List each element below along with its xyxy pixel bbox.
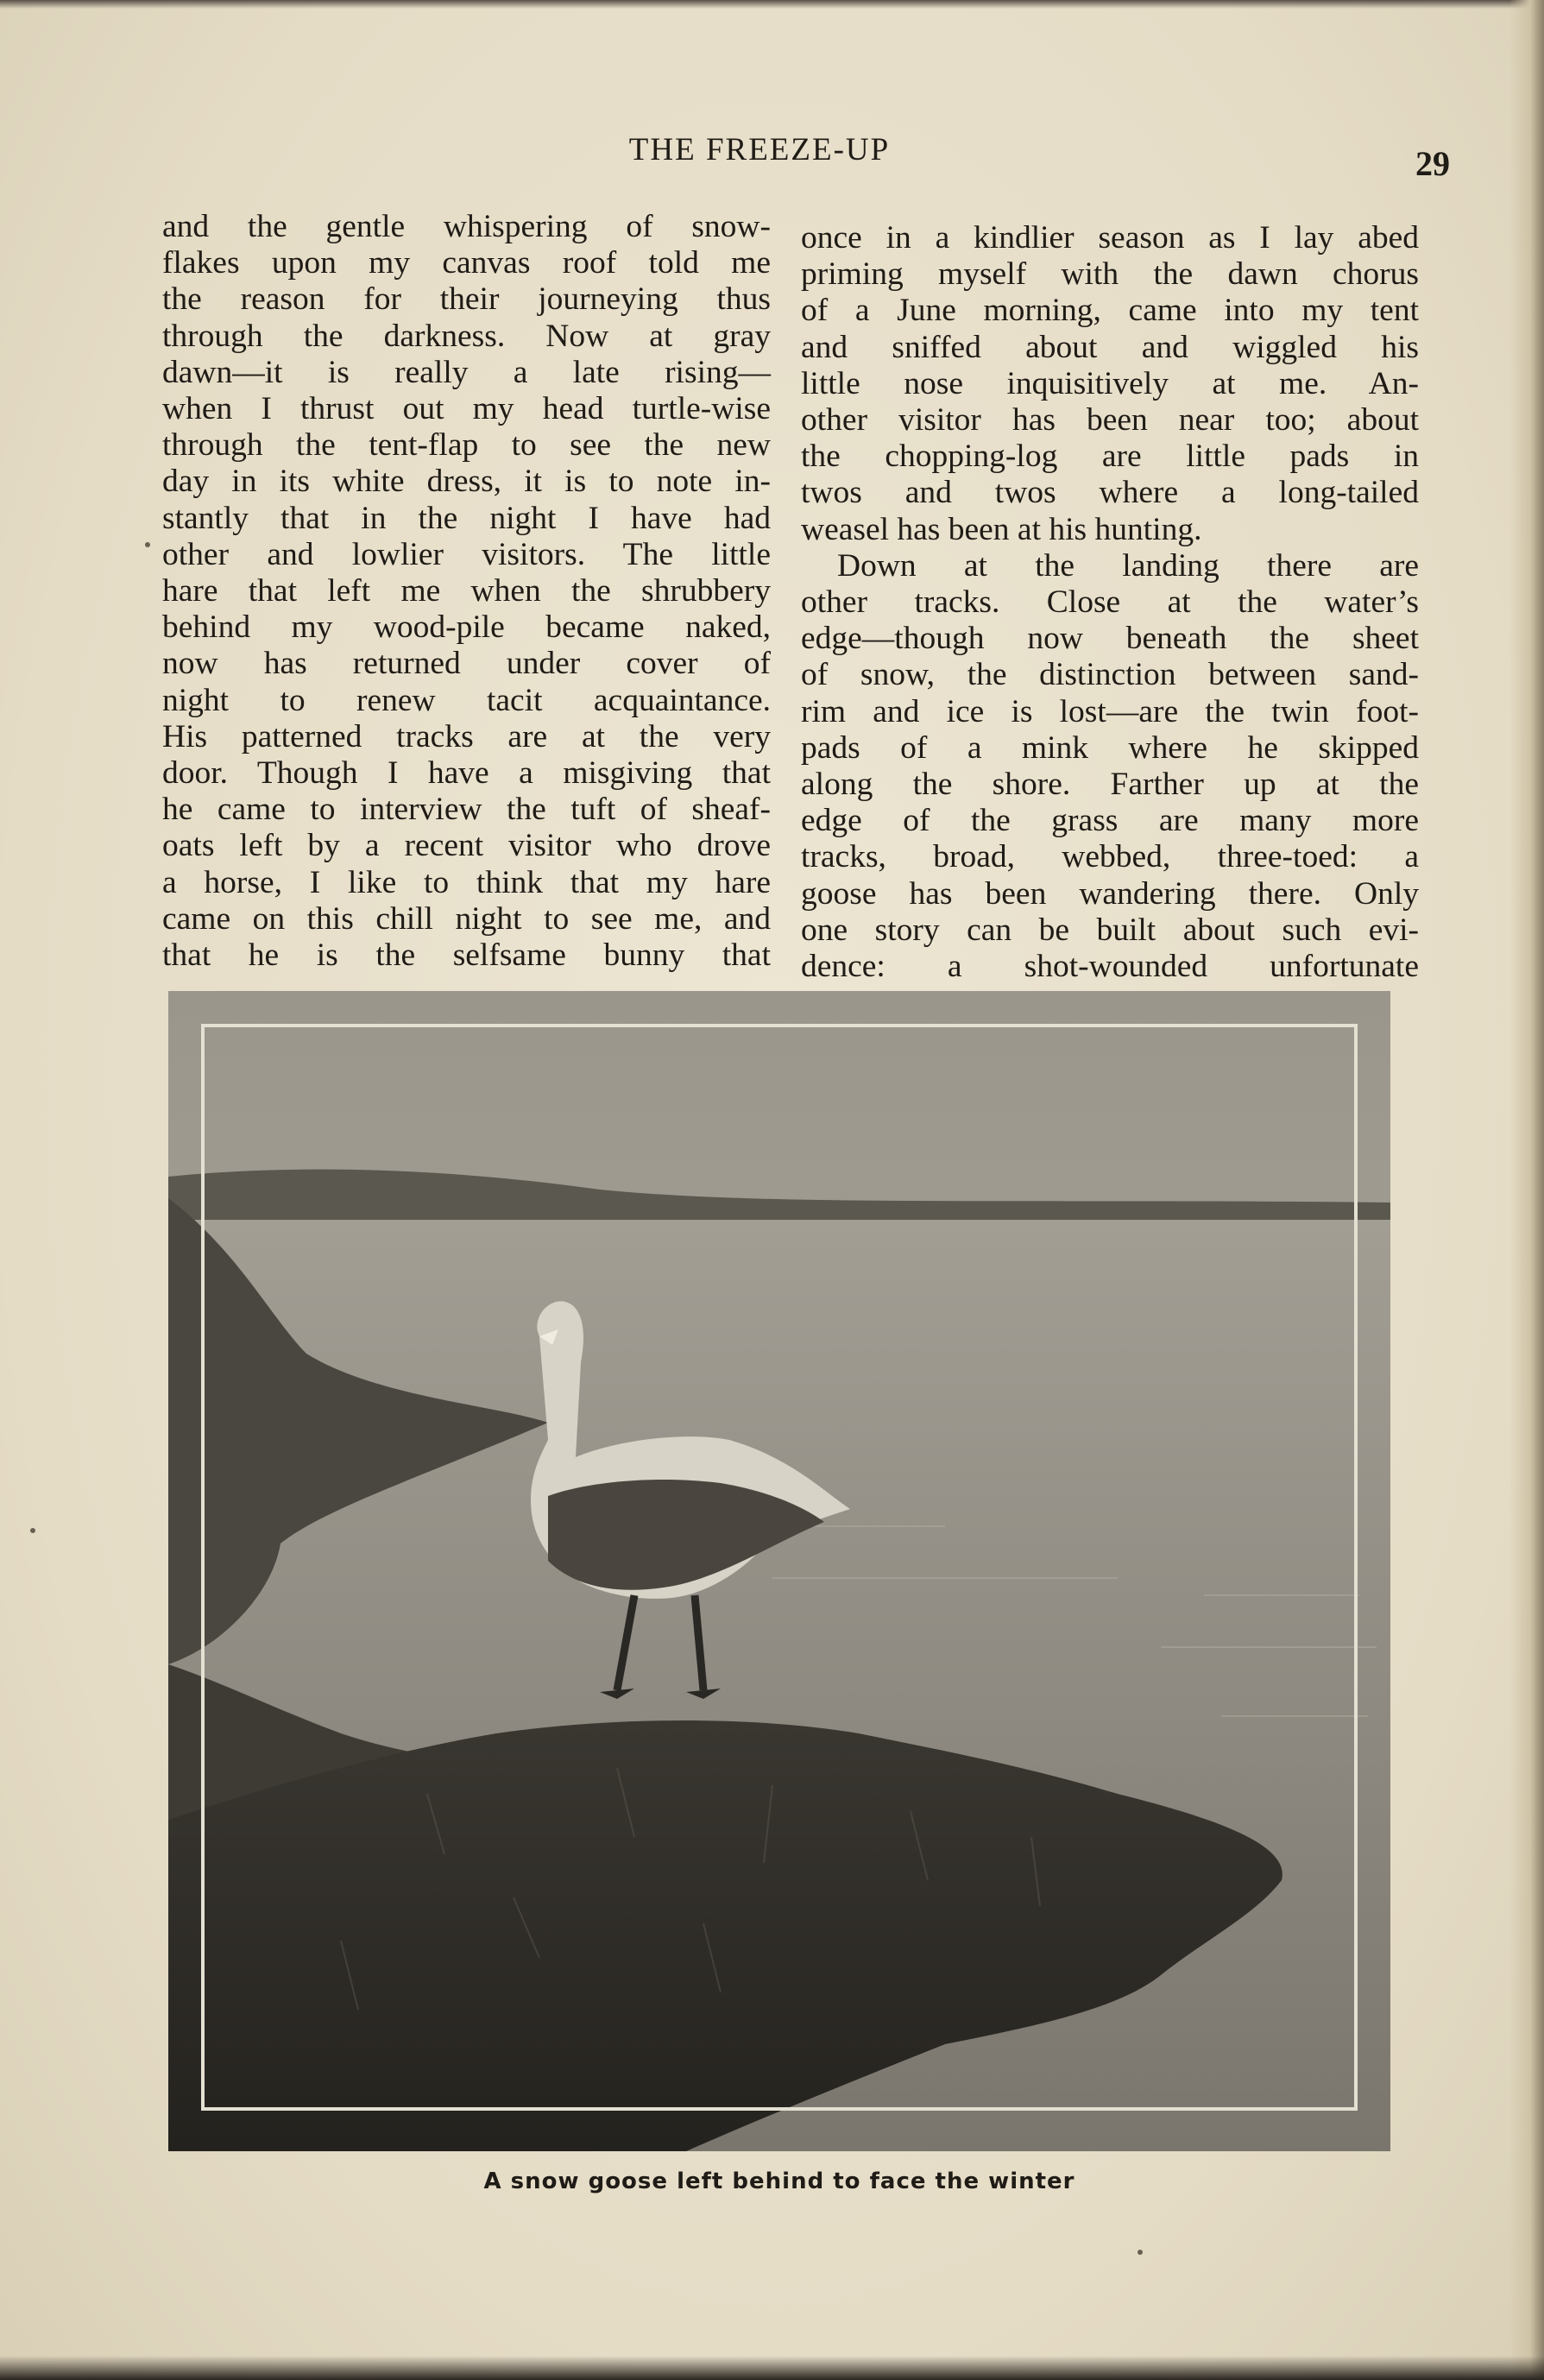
text-line: weasel has been at his hunting. xyxy=(801,511,1202,547)
paper-speck xyxy=(145,542,150,547)
text-line: and sniffed about and wiggled his xyxy=(801,329,1419,365)
text-line: goose has been wandering there. Only xyxy=(801,875,1419,912)
running-title: THE FREEZE-UP xyxy=(628,132,891,167)
text-line: His patterned tracks are at the very xyxy=(162,718,771,754)
text-line: dence: a shot-wounded unfortunate xyxy=(801,949,1419,985)
text-line: and the gentle whispering of snow- xyxy=(162,209,771,244)
text-line: other tracks. Close at the water’s xyxy=(801,584,1419,621)
text-line: little nose inquisitively at me. An- xyxy=(801,365,1419,401)
text-line: when I thrust out my head turtle-wise xyxy=(162,391,771,427)
text-line: through the darkness. Now at gray xyxy=(162,318,771,354)
text-line: of snow, the distinction between sand- xyxy=(801,657,1419,693)
text-line: he came to interview the tuft of sheaf- xyxy=(162,792,771,828)
text-line: other visitor has been near too; about xyxy=(801,402,1419,439)
text-line: of a June morning, came into my tent xyxy=(801,293,1419,329)
text-line: rim and ice is lost—are the twin foot- xyxy=(801,693,1419,729)
text-line: once in a kindlier season as I lay abed xyxy=(801,220,1419,256)
text-line: edge of the grass are many more xyxy=(801,803,1419,839)
text-line: night to renew tacit acquaintance. xyxy=(162,682,771,718)
text-line: other and lowlier visitors. The little xyxy=(162,536,771,572)
text-line: pads of a mink where he skipped xyxy=(801,729,1419,766)
text-line: Down at the landing there are xyxy=(837,547,1419,584)
text-line: day in its white dress, it is to note in- xyxy=(162,464,771,500)
paper-speck xyxy=(30,1528,35,1533)
text-line: came on this chill night to see me, and xyxy=(162,900,771,937)
page-right-edge xyxy=(1509,0,1544,2380)
text-line: dawn—it is really a late rising— xyxy=(162,354,771,390)
text-column-left xyxy=(162,209,771,974)
text-line: through the tent-flap to see the new xyxy=(162,427,771,464)
text-line: one story can be built about such evi- xyxy=(801,912,1419,948)
snow-goose-photograph xyxy=(168,991,1390,2151)
text-column-right xyxy=(801,220,1419,985)
page-top-edge xyxy=(0,0,1544,9)
text-line: that he is the selfsame bunny that xyxy=(162,937,771,974)
text-line: tracks, broad, webbed, three-toed: a xyxy=(801,839,1419,875)
text-line: behind my wood-pile became naked, xyxy=(162,609,771,646)
text-line: twos and twos where a long-tailed xyxy=(801,475,1419,511)
text-line: flakes upon my canvas roof told me xyxy=(162,245,771,281)
text-line: along the shore. Farther up at the xyxy=(801,767,1419,803)
paper-speck xyxy=(1138,2250,1143,2255)
text-line: now has returned under cover of xyxy=(162,646,771,682)
text-line: the reason for their journeying thus xyxy=(162,281,771,318)
text-line: oats left by a recent visitor who drove xyxy=(162,828,771,864)
text-line: priming myself with the dawn chorus xyxy=(801,256,1419,293)
figure-caption: A snow goose left behind to face the winter xyxy=(483,2169,1075,2194)
text-line: stantly that in the night I have had xyxy=(162,500,771,536)
page-number: 29 xyxy=(1415,144,1450,183)
page-bottom-edge xyxy=(0,2356,1544,2380)
text-line: the chopping-log are little pads in xyxy=(801,439,1419,475)
text-line: door. Though I have a misgiving that xyxy=(162,755,771,792)
text-line: edge—though now beneath the sheet xyxy=(801,621,1419,657)
text-line: a horse, I like to think that my hare xyxy=(162,864,771,900)
text-line: hare that left me when the shrubbery xyxy=(162,573,771,609)
